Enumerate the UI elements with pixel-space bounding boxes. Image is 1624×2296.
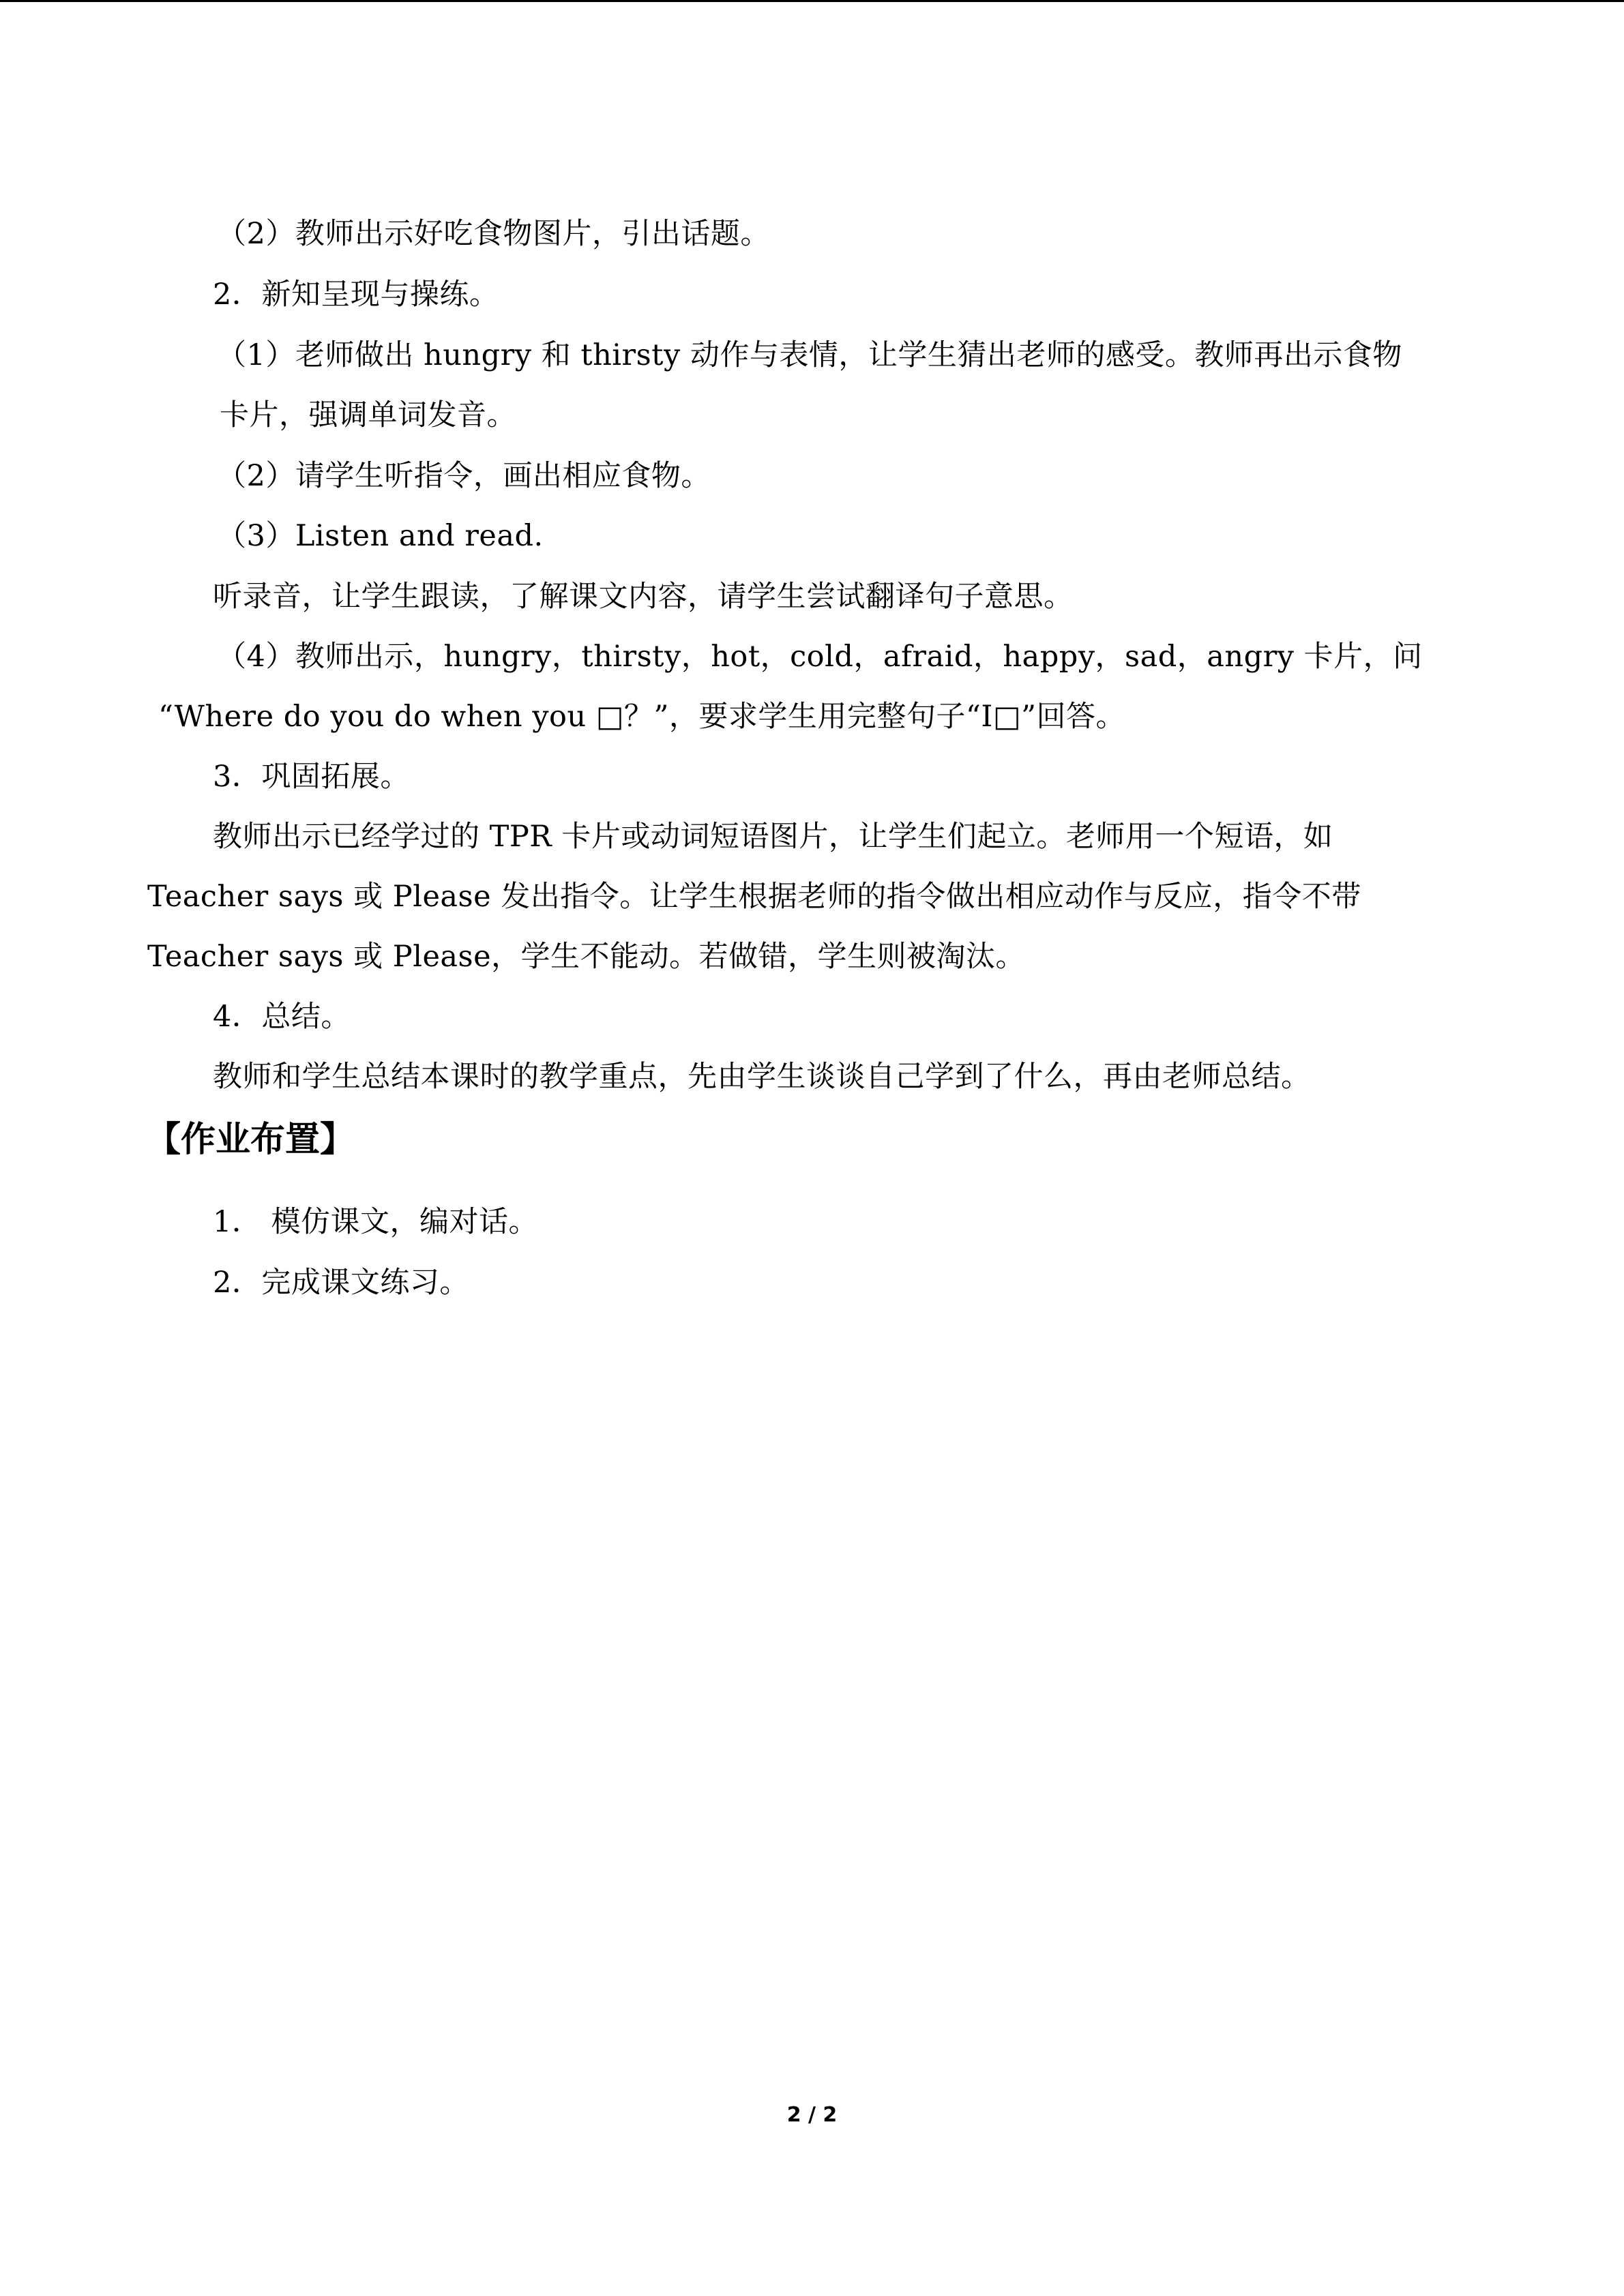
paragraph-line: （2）请学生听指令，画出相应食物。 [217, 459, 711, 493]
paragraph-line: “Where do you do when you □？”，要求学生用完整句子“I□”回答。 [158, 700, 1125, 734]
paragraph-line: 教师出示已经学过的 TPR 卡片或动词短语图片，让学生们起立。老师用一个短语，如 [213, 820, 1333, 854]
paragraph-line: （4）教师出示，hungry，thirsty，hot，cold，afraid，happy，sad，angry 卡片，问 [217, 640, 1423, 674]
paragraph-line: （3）Listen and read. [217, 519, 544, 553]
homework-heading: 【作业布置】 [146, 1120, 355, 1160]
section-title-3: 3．巩固拓展。 [213, 760, 410, 794]
section-title-2: 2．新知呈现与操练。 [213, 278, 499, 312]
paragraph-line: （1）老师做出 hungry 和 thirsty 动作与表情，让学生猜出老师的感受。教师再出示食物 [217, 338, 1402, 372]
page-number: 2 / 2 [786, 2103, 838, 2127]
section-title-4: 4．总结。 [213, 1000, 351, 1034]
paragraph-line: Teacher says 或 Please，学生不能动。若做错，学生则被淘汰。 [147, 940, 1026, 974]
homework-item: 2．完成课文练习。 [213, 1266, 469, 1300]
page-top-border [0, 0, 1624, 2]
paragraph-line: 卡片，强调单词发音。 [220, 398, 516, 432]
paragraph-line: 听录音，让学生跟读，了解课文内容，请学生尝试翻译句子意思。 [213, 580, 1074, 614]
paragraph-line: 教师和学生总结本课时的教学重点，先由学生谈谈自己学到了什么，再由老师总结。 [213, 1060, 1311, 1094]
paragraph-line: Teacher says 或 Please 发出指令。让学生根据老师的指令做出相应动作与反应，指令不带 [147, 880, 1361, 914]
homework-item: 1． 模仿课文，编对话。 [213, 1205, 539, 1239]
paragraph-line: （2）教师出示好吃食物图片，引出话题。 [217, 217, 770, 251]
